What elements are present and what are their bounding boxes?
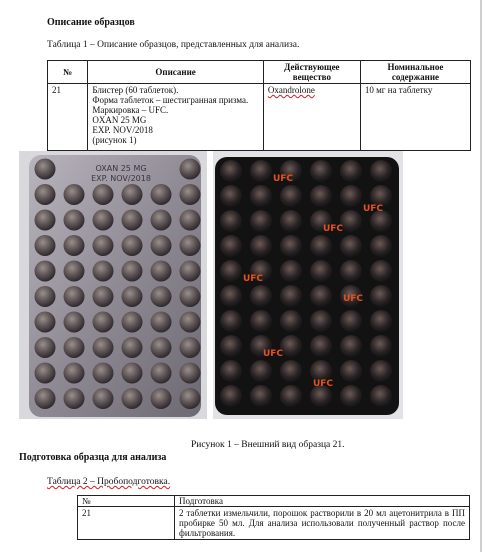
blister-front-photo [19, 151, 207, 419]
blister-cell [310, 260, 332, 282]
blister-cell [250, 385, 272, 407]
cell-description: Блистер (60 таблеток). Форма таблеток – шестигранная призма. Маркировка – UFC. OXAN 25 MG EXP. NOV/2018 (рисунок 1) [88, 84, 264, 151]
blister-cell [220, 235, 242, 257]
pill [180, 388, 201, 409]
pill [64, 363, 85, 384]
pill [35, 184, 56, 205]
pill [35, 159, 56, 180]
pill [93, 312, 114, 333]
pill [180, 312, 201, 333]
pill [180, 286, 201, 307]
blister-cell [370, 360, 392, 382]
blister-cell [220, 185, 242, 207]
pill [35, 261, 56, 282]
blister-cell [220, 160, 242, 182]
blister-cell [370, 285, 392, 307]
blister-cell [310, 285, 332, 307]
back-print-mark: UFC [312, 379, 334, 389]
pill [93, 184, 114, 205]
pill [151, 286, 172, 307]
blister-cell [280, 260, 302, 282]
blister-cell [280, 285, 302, 307]
blister-print-line-2: EXP. NOV/2018 [91, 174, 151, 183]
table-preparation [77, 495, 470, 540]
table1-caption: Таблица 1 – Описание образцов, представленных для анализа. [47, 40, 300, 50]
pill [122, 312, 143, 333]
pill [151, 184, 172, 205]
header-content: Номинальное содержание [360, 61, 470, 84]
cell-num: 21 [48, 84, 88, 151]
table-header-row [48, 61, 471, 84]
back-print-mark: UFC [362, 204, 384, 214]
blister-cell [310, 335, 332, 357]
pill [122, 286, 143, 307]
blister-cell [280, 335, 302, 357]
figure-caption: Рисунок 1 – Внешний вид образца 21. [191, 440, 345, 450]
back-print-mark: UFC [272, 174, 294, 184]
pill [151, 388, 172, 409]
blister-back-photo [213, 151, 403, 419]
pill [64, 337, 85, 358]
blister-cell [370, 385, 392, 407]
header-num: № [48, 61, 88, 84]
pill [122, 363, 143, 384]
pill [93, 337, 114, 358]
pill [35, 312, 56, 333]
pill [35, 286, 56, 307]
blister-cell [220, 385, 242, 407]
pill [122, 210, 143, 231]
pill [151, 363, 172, 384]
cell-content: 10 мг на таблетку [360, 84, 470, 151]
blister-cell [250, 310, 272, 332]
pill [35, 388, 56, 409]
pill [180, 184, 201, 205]
pill [93, 261, 114, 282]
pill [93, 388, 114, 409]
table-header-row [78, 496, 470, 507]
blister-cell [340, 260, 362, 282]
blister-cell [220, 310, 242, 332]
blister-cell [220, 360, 242, 382]
pill [151, 337, 172, 358]
blister-cell [220, 210, 242, 232]
pill [93, 363, 114, 384]
section-heading-prep: Подготовка образца для анализа [19, 452, 167, 463]
pill [93, 235, 114, 256]
table-row [78, 507, 470, 540]
blister-cell [280, 235, 302, 257]
table-samples [47, 60, 471, 151]
pill [122, 388, 143, 409]
blister-cell [250, 235, 272, 257]
pill [122, 184, 143, 205]
blister-cell [250, 185, 272, 207]
header-prep: Подготовка [175, 496, 470, 507]
blister-cell [340, 385, 362, 407]
back-print-mark: UFC [242, 274, 264, 284]
cell-num: 21 [78, 507, 175, 540]
back-print-mark: UFC [322, 224, 344, 234]
pill [122, 261, 143, 282]
blister-cell [340, 210, 362, 232]
back-print-mark: UFC [262, 349, 284, 359]
blister-cell [370, 310, 392, 332]
pill [64, 312, 85, 333]
blister-cell [250, 285, 272, 307]
blister-cell [250, 160, 272, 182]
blister-cell [280, 385, 302, 407]
back-print-mark: UFC [342, 294, 364, 304]
pill [180, 159, 201, 180]
cell-prep: 2 таблетки измельчили, порошок растворили в 20 мл ацетонитрила в ПП пробирке 50 мл. Для анализа использовали полученный раствор после фильтрования. [175, 507, 470, 540]
pill [180, 235, 201, 256]
table2-caption: Таблица 2 – Пробоподготовка. [47, 477, 171, 487]
pill [93, 286, 114, 307]
header-description: Описание [88, 61, 264, 84]
blister-cell [310, 185, 332, 207]
blister-cell [220, 285, 242, 307]
blister-cell [220, 260, 242, 282]
blister-cell [310, 160, 332, 182]
blister-cell [340, 160, 362, 182]
table-row [48, 84, 471, 151]
cell-substance: Oxandrolone [267, 85, 315, 95]
pill [35, 337, 56, 358]
pill [64, 388, 85, 409]
pill [180, 363, 201, 384]
blister-cell [310, 310, 332, 332]
blister-cell [250, 360, 272, 382]
blister-cell [340, 185, 362, 207]
pill [93, 210, 114, 231]
pill [151, 261, 172, 282]
blister-cell [370, 235, 392, 257]
blister-cell [370, 160, 392, 182]
blister-cell [340, 335, 362, 357]
pill [151, 235, 172, 256]
pill [35, 235, 56, 256]
blister-cell [310, 235, 332, 257]
blister-cell [280, 185, 302, 207]
pill [64, 184, 85, 205]
pill [64, 261, 85, 282]
pill [122, 235, 143, 256]
pill [151, 210, 172, 231]
blister-cell [340, 310, 362, 332]
header-num: № [78, 496, 175, 507]
blister-cell [280, 360, 302, 382]
section-heading-samples: Описание образцов [47, 17, 135, 28]
blister-cell [280, 310, 302, 332]
blister-cell [340, 360, 362, 382]
pill [180, 337, 201, 358]
pill [35, 363, 56, 384]
pill [180, 261, 201, 282]
pill [64, 286, 85, 307]
blister-cell [250, 210, 272, 232]
header-substance: Действующее вещество [263, 61, 360, 84]
blister-cell [370, 335, 392, 357]
pill [64, 235, 85, 256]
blister-print-line-1: OXAN 25 MG [95, 164, 147, 173]
blister-cell [280, 210, 302, 232]
blister-cell [370, 260, 392, 282]
pill [64, 210, 85, 231]
pill [151, 312, 172, 333]
blister-cell [220, 335, 242, 357]
pill [180, 210, 201, 231]
pill [122, 337, 143, 358]
blister-cell [340, 235, 362, 257]
pill [35, 210, 56, 231]
